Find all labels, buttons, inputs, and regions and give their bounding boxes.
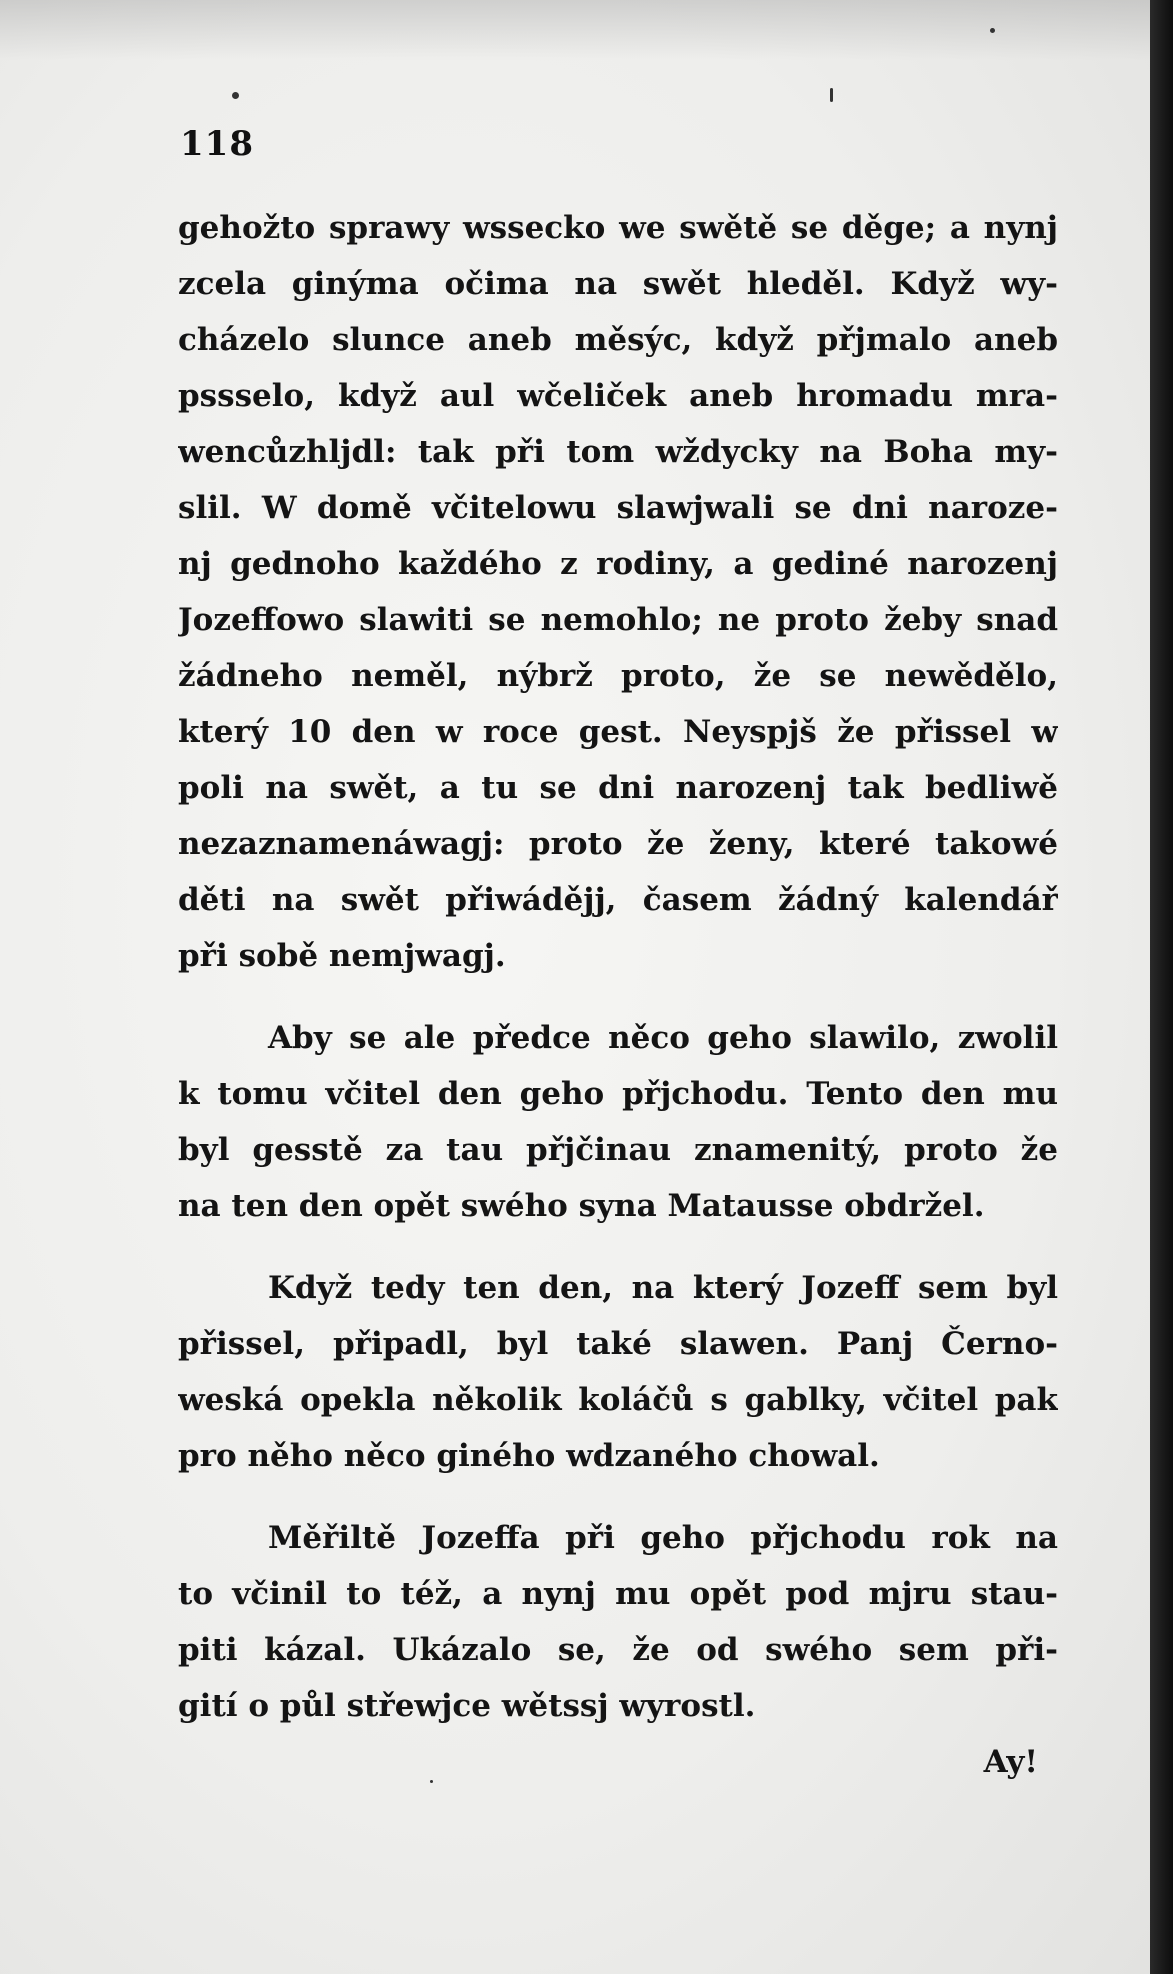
page-top-shadow: [0, 0, 1150, 60]
text-line: to včinil to též, a nynj mu opět pod mjru stau-: [178, 1576, 1058, 1612]
page-edge-shadow: [1150, 0, 1173, 1974]
ink-speck: [830, 88, 833, 102]
text-line: Když tedy ten den, na který Jozeff sem byl: [268, 1270, 1058, 1306]
text-line: Jozeffowo slawiti se nemohlo; ne proto žeby snad: [178, 602, 1058, 638]
text-line: žádneho neměl, nýbrž proto, že se newědělo,: [178, 658, 1058, 694]
text-line: Měřiltě Jozeffa při geho přjchodu rok na: [268, 1520, 1058, 1556]
text-line: weská opekla několik koláčů s gablky, včitel pak: [178, 1382, 1058, 1418]
text-line: zcela ginýma očima na swět hleděl. Když wy-: [178, 266, 1058, 302]
paragraph-gap: [178, 1484, 1058, 1510]
text-line: piti kázal. Ukázalo se, že od swého sem při-: [178, 1632, 1058, 1668]
text-line: poli na swět, a tu se dni narozenj tak bedliwě: [178, 770, 1058, 806]
text-line: k tomu včitel den geho přjchodu. Tento den mu: [178, 1076, 1058, 1112]
paragraph-gap: [178, 984, 1058, 1010]
ink-speck: [990, 28, 995, 33]
closing-word: Ay!: [983, 1744, 1038, 1780]
body-text: [178, 200, 1058, 1790]
text-line: děti na swět přiwádějj, časem žádný kalendář: [178, 882, 1058, 918]
text-line: který 10 den w roce gest. Neyspjš že přissel w: [178, 714, 1058, 750]
text-line: wencůzhljdl: tak při tom wždycky na Boha my-: [178, 434, 1058, 470]
paragraph-gap: [178, 1234, 1058, 1260]
text-line: pro něho něco giného wdzaného chowal.: [178, 1438, 880, 1474]
ink-speck: [232, 92, 239, 99]
text-line: slil. W domě včitelowu slawjwali se dni naroze-: [178, 490, 1058, 526]
text-line: na ten den opět swého syna Matausse obdržel.: [178, 1188, 985, 1224]
page-number: 118: [180, 124, 254, 164]
text-line: přissel, připadl, byl také slawen. Panj Černo-: [178, 1326, 1058, 1362]
text-line: gití o půl střewjce wětssj wyrostl.: [178, 1688, 756, 1724]
text-line: gehožto sprawy wssecko we swětě se děge; a nynj: [178, 210, 1058, 246]
text-line: při sobě nemjwagj.: [178, 938, 506, 974]
text-line: nezaznamenáwagj: proto že ženy, které takowé: [178, 826, 1058, 862]
text-line: cházelo slunce aneb měsýc, když přjmalo aneb: [178, 322, 1058, 358]
text-line: pssselo, když aul wčeliček aneb hromadu mra-: [178, 378, 1058, 414]
text-line: Aby se ale předce něco geho slawilo, zwolil: [268, 1020, 1058, 1056]
text-line: byl gesstě za tau přjčinau znamenitý, proto že: [178, 1132, 1058, 1168]
text-line: nj gednoho každého z rodiny, a gediné narozenj: [178, 546, 1058, 582]
